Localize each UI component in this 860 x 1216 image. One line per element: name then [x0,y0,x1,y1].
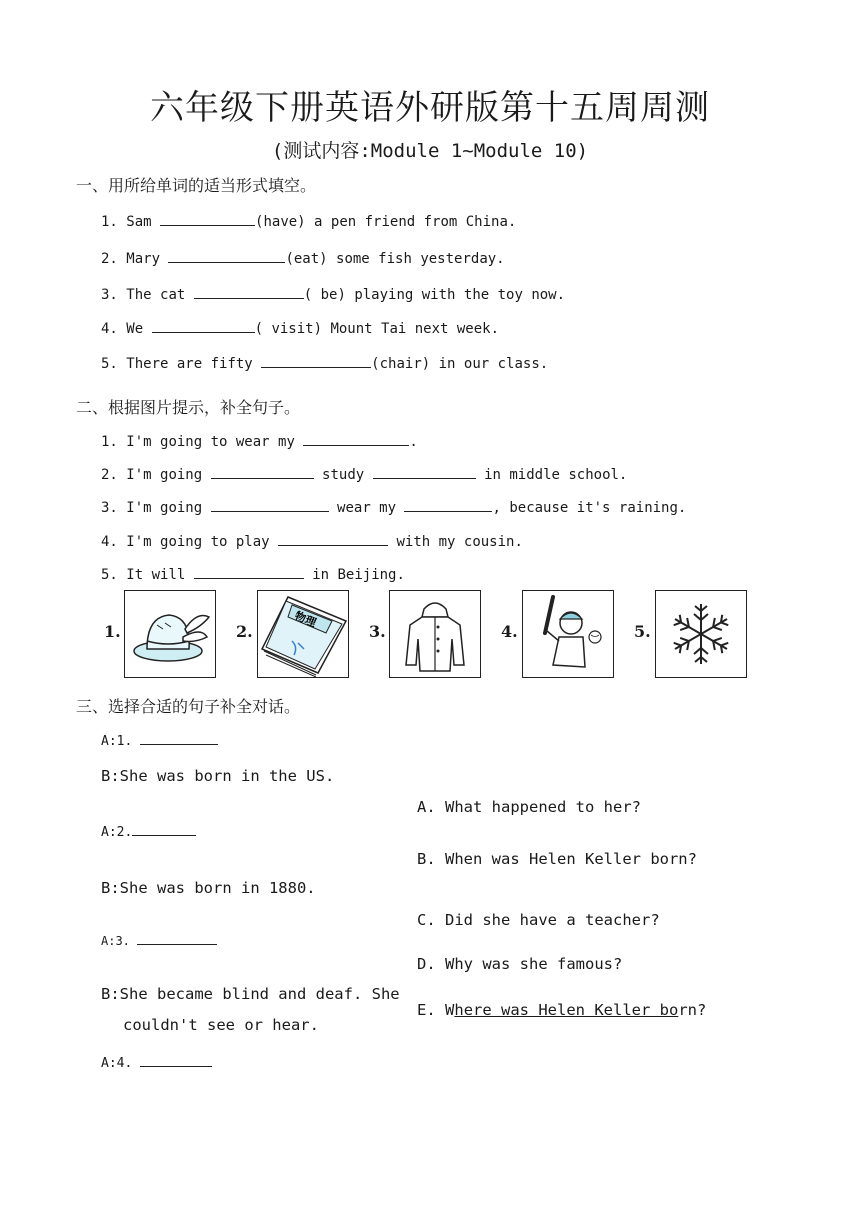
section-1-heading: 一、用所给单词的适当形式填空。 [76,176,317,195]
option-d [417,955,622,973]
question-text: I'm going [126,500,203,516]
dialogue-text: She was born in 1880. [119,879,316,897]
question-text: I'm going to wear my [126,434,295,450]
dialogue-text: She was born in the US. [119,767,335,785]
option-text: When was Helen Keller born? [445,850,697,868]
dialogue-line-a4 [101,1052,212,1071]
physics-book-icon [258,591,348,677]
question-text: ( visit) Mount Tai next week. [254,321,500,337]
question-text: with my cousin. [396,534,523,550]
picture-hat [124,590,216,678]
answer-blank[interactable] [404,497,492,512]
question-text: , because it's raining. [492,500,687,516]
question-text: Mary [126,251,161,267]
question-text: The cat [126,287,186,303]
answer-blank[interactable] [194,564,304,579]
option-b [417,850,697,868]
dialogue-line-a1 [101,730,218,749]
dialogue-text: She became blind and deaf. She [119,985,400,1003]
dialogue-line-a2 [101,821,196,840]
raincoat-icon [390,591,480,677]
option-text: What happened to her? [445,798,641,816]
dialogue-label: B: [101,879,120,897]
option-letter: E. [417,1001,436,1019]
question-text: It will [126,567,186,583]
question-text: in Beijing. [312,567,405,583]
dialogue-line-b3-cont: couldn't see or hear. [123,1016,319,1034]
s1-question-3 [101,284,565,303]
answer-blank[interactable] [211,464,314,479]
option-text-underlined: here was Helen Keller bo [454,1001,679,1019]
answer-blank[interactable] [211,497,329,512]
option-letter: C. [417,911,436,929]
snowflake-icon [656,591,746,677]
option-text-end: rn? [678,1001,707,1019]
question-text: (eat) some fish yesterday. [285,251,505,267]
question-number: 1. [101,214,118,230]
dialogue-label: A:4. [101,1056,133,1071]
question-number: 4. [101,321,118,337]
answer-blank[interactable] [373,464,476,479]
question-text: ( be) playing with the toy now. [303,287,566,303]
dialogue-line-b2 [101,879,316,897]
question-text: I'm going to play [126,534,270,550]
answer-blank[interactable] [140,730,218,745]
picture-number: 2. [236,622,253,641]
question-text: study [322,467,365,483]
dialogue-label: A:1. [101,734,133,749]
question-number: 4. [101,534,118,550]
s2-question-1 [101,431,418,450]
picture-number: 1. [104,622,121,641]
dialogue-label: B: [101,767,120,785]
question-text: Sam [126,214,152,230]
s2-question-3 [101,497,686,516]
option-text-start: W [445,1001,455,1019]
s1-question-2 [101,248,505,267]
picture-number: 4. [501,622,518,641]
s1-question-5 [101,353,548,372]
answer-blank[interactable] [152,318,255,333]
answer-blank[interactable] [137,933,217,945]
option-letter: D. [417,955,436,973]
section-2-heading: 二、根据图片提示，补全句子。 [76,398,301,417]
question-number: 2. [101,467,118,483]
dialogue-line-a3 [101,933,217,948]
answer-blank[interactable] [194,284,304,299]
dialogue-line-b1 [101,767,334,785]
option-c [417,911,660,929]
hat-icon [125,591,215,677]
picture-snow [655,590,747,678]
section-3-heading: 三、选择合适的句子补全对话。 [76,697,301,716]
picture-baseball [522,590,614,678]
picture-book [257,590,349,678]
picture-raincoat [389,590,481,678]
answer-blank[interactable] [261,353,371,368]
answer-blank[interactable] [140,1052,212,1067]
option-text: Why was she famous? [445,955,623,973]
s2-question-2 [101,464,627,483]
question-text: There are fifty [126,356,253,372]
dialogue-label: B: [101,985,120,1003]
question-text: I'm going [126,467,203,483]
s2-question-5 [101,564,405,583]
question-number: 3. [101,287,118,303]
question-text: (chair) in our class. [371,356,549,372]
question-number: 2. [101,251,118,267]
answer-blank[interactable] [303,431,409,446]
book-label: 物理 [292,609,319,630]
s1-question-1 [101,211,516,230]
picture-number: 3. [369,622,386,641]
question-text: We [126,321,144,337]
picture-number: 5. [634,622,651,641]
question-number: 5. [101,356,118,372]
question-text: wear my [337,500,397,516]
option-a [417,798,641,816]
dialogue-label: A:2. [101,825,133,840]
question-number: 1. [101,434,118,450]
question-text: . [409,434,418,450]
question-number: 5. [101,567,118,583]
question-number: 3. [101,500,118,516]
option-e [417,1001,706,1019]
page-title: 六年级下册英语外研版第十五周周测 [150,88,710,128]
page-subtitle: (测试内容:Module 1~Module 10) [271,140,589,162]
question-text: (have) a pen friend from China. [255,214,517,230]
s2-question-4 [101,531,523,550]
answer-blank[interactable] [278,531,388,546]
option-text: Did she have a teacher? [445,911,660,929]
answer-blank[interactable] [160,211,255,226]
baseball-player-icon [523,591,613,677]
dialogue-label: A:3. [101,934,130,948]
dialogue-line-b3 [101,985,400,1003]
option-letter: A. [417,798,436,816]
question-text: in middle school. [484,467,628,483]
s1-question-4 [101,318,499,337]
option-letter: B. [417,850,436,868]
answer-blank[interactable] [168,248,285,263]
answer-blank[interactable] [132,821,196,836]
